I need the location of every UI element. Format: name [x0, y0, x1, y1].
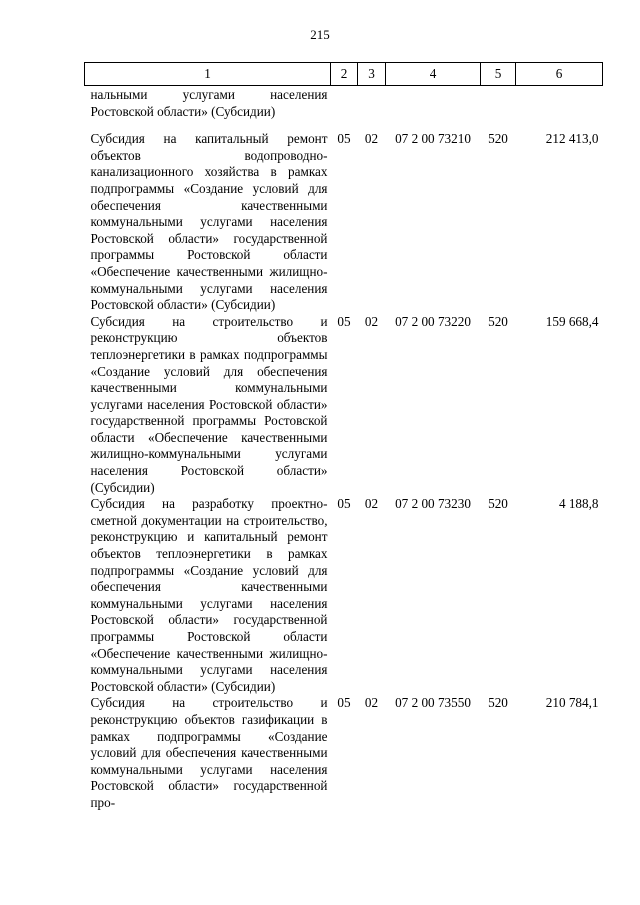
row-expense-type: 520 — [488, 131, 508, 147]
row-section: 05 — [337, 496, 351, 512]
table-row-continued — [85, 86, 603, 132]
row-description: Субсидия на строительство и реконструкцию объектов газификации в рамках подпрограммы «Создание условий для обеспечения качественными коммунальными услугами населения Ростовской области» государственной про- — [90, 695, 328, 810]
row-expense-type: 520 — [488, 695, 508, 711]
column-header: 2 — [331, 63, 358, 86]
row-amount: 4 188,8 — [558, 496, 599, 512]
table-row — [85, 131, 603, 314]
row-amount: 212 413,0 — [545, 131, 599, 147]
row-subsection: 02 — [364, 695, 379, 711]
row-description: Субсидия на разработку проектно-сметной документации на строительство, реконструкцию и капитальный ремонт объектов теплоэнергетики в рамках подпрограммы «Создание условий для обеспечения качественными коммунальными услугами населения Ростовской области» государственной программы Ростовской области «Обеспечение качественными жилищно-коммунальными услугами населения Ростовской области» (Субсидии) — [90, 496, 328, 694]
row-target-code: 07 2 00 73230 — [395, 496, 471, 512]
table-row — [85, 695, 603, 811]
row-subsection: 02 — [364, 313, 379, 329]
row-description: Субсидия на строительство и реконструкцию объектов теплоэнергетики в рамках подпрограммы «Создание условий для обеспечения качественными коммунальными услугами населения Ростовской области» государственной программы Ростовской области «Обеспечение качественными жилищно-коммунальными услугами населения Ростовской области» (Субсидии) — [90, 313, 328, 495]
row-amount: 210 784,1 — [545, 695, 599, 711]
column-header: 4 — [386, 63, 481, 86]
table-row — [85, 314, 603, 497]
column-header: 5 — [481, 63, 516, 86]
column-header: 3 — [358, 63, 386, 86]
row-description: Субсидия на капитальный ремонт объектов водопроводно-канализационного хозяйства в рамках подпрограммы «Создание условий для обеспечения качественными коммунальными услугами населения Ростовской области» государственной программы Ростовской области «Обеспечение качественными жилищно-коммунальными услугами населения Ростовской области» (Субсидии) — [90, 131, 328, 313]
row-description: нальными услугами населения Ростовской области» (Субсидии) — [90, 87, 328, 119]
row-section: 05 — [337, 695, 351, 711]
row-expense-type: 520 — [488, 313, 508, 329]
row-target-code: 07 2 00 73550 — [395, 695, 471, 711]
row-expense-type: 520 — [488, 496, 508, 512]
column-header: 1 — [85, 63, 331, 86]
row-section: 05 — [337, 313, 351, 329]
row-amount: 159 668,4 — [545, 313, 599, 329]
page-number: 215 — [310, 27, 330, 42]
table-header-row — [85, 63, 603, 86]
row-subsection: 02 — [364, 496, 379, 512]
budget-table — [84, 62, 603, 812]
row-section: 05 — [337, 131, 351, 147]
table-row — [85, 496, 603, 695]
row-target-code: 07 2 00 73210 — [395, 131, 471, 147]
column-header: 6 — [516, 63, 603, 86]
row-target-code: 07 2 00 73220 — [395, 313, 471, 329]
row-subsection: 02 — [364, 131, 379, 147]
